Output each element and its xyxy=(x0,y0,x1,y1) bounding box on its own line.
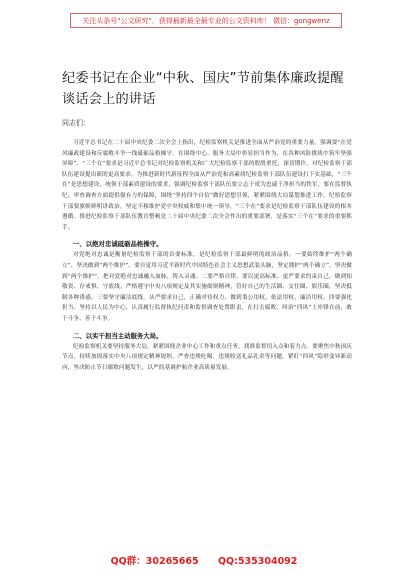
document-body xyxy=(62,68,352,373)
section-2-paragraph: 纪检监察机关要坚持服务大局，紧紧围绕企业中心工作和重点任务，找准监督切入点和着力点。要聚焦中秋国庆节点，持续加固落实中央八项规定精神堤坝，严查违规吃喝、违规收送礼品礼金等问题，紧盯“四风”隐形变异新动向，坚决防止节日腐败问题发生，以严的基调护航企业高质量发展。 xyxy=(62,343,352,371)
salutation: 同志们： xyxy=(62,119,90,127)
footer-qq: QQ:535304092 xyxy=(217,556,298,567)
intro-paragraph: 习近平总书记在二十届中央纪委二次全会上指出，纪检监察机关是推进全面从严治党的重要力量。强调要“在党风廉政建设和反腐败斗争一线砥砺品格操守，在围绕中心、服务大局中彰显担当作为，在各种风险挑战中筑牢坚强屏障”。“三个在”要求是习近平总书记对纪检监察机关和广大纪检监察干部的殷殷重托，深切期许，对纪检监察干部队伍建设提出新的更高要求。为推进新时代新征程全面从严治党和高素质纪检监察干部队伍建设打下实基础，“三个在”是思想建设，统领干部素质建设的要求，强调纪检监察干部队伍要立志于成为忠诚干净担当的铁军，要在监督执纪、审查调查方面提供强有力的保障，围绕“坚持四个自信”做好思想引领，紧紧围绕大局谋划推进工作。纪检监察干部要旗帜鲜明讲政治，坚定不移维护党中央权威和集中统一领导，“三个在”要求是纪检监察干部队伍建设的根本遵循。推进纪检监察干部队伍教育整顿是二十届中央纪委二次全会作出的重要部署，是落实“三个在”要求的重要抓手。 xyxy=(62,140,352,231)
document-title: 纪委书记在企业“中秋、国庆”节前集体廉政提醒谈话会上的讲话 xyxy=(62,71,344,107)
section-1-heading: 一、以绝对忠诚砥砺品格操守。 xyxy=(73,240,163,249)
footer-contact xyxy=(0,553,408,567)
footer-qq-group: QQ群：30265665 xyxy=(110,556,199,567)
banner-text: 关注头条号"公文研究"，获得最新最全最专业的公文资料库！ 微信：gongwenz xyxy=(82,16,330,25)
section-1-paragraph: 对党绝对忠诚是衡量纪检监察干部的首要标准，是纪检监察干部最鲜明的政治品格。一要始终维护“两个确立”、坚决做到“两个维护”。要自觉用习近平新时代中国特色社会主义思想武装头脑，坚定拥护“两个确立”，坚决做到“两个维护”，把对党绝对忠诚融入血脉、铸入灵魂。二要严格自律。要以更高标准、更严要求约束自己，做到知敬畏、存戒惧、守底线。严格遵守中央八项规定及其实施细则精神，管好自己的生活圈、交往圈、娱乐圈，坚决抵制各种诱惑。三要坚守廉洁底线。从严要求自己，正确对待权力，做到秉公用权、依法用权、廉洁用权。四要强化担当。坚持以人民为中心，认真履行监督执纪问责和监督调查处置职责，在打击腐败、纠治“四风”上冲锋在前，敢于斗争、善于斗争。 xyxy=(62,252,352,322)
section-2-heading: 二、以实干担当主动服务大局。 xyxy=(73,331,163,340)
header-banner xyxy=(70,13,342,28)
